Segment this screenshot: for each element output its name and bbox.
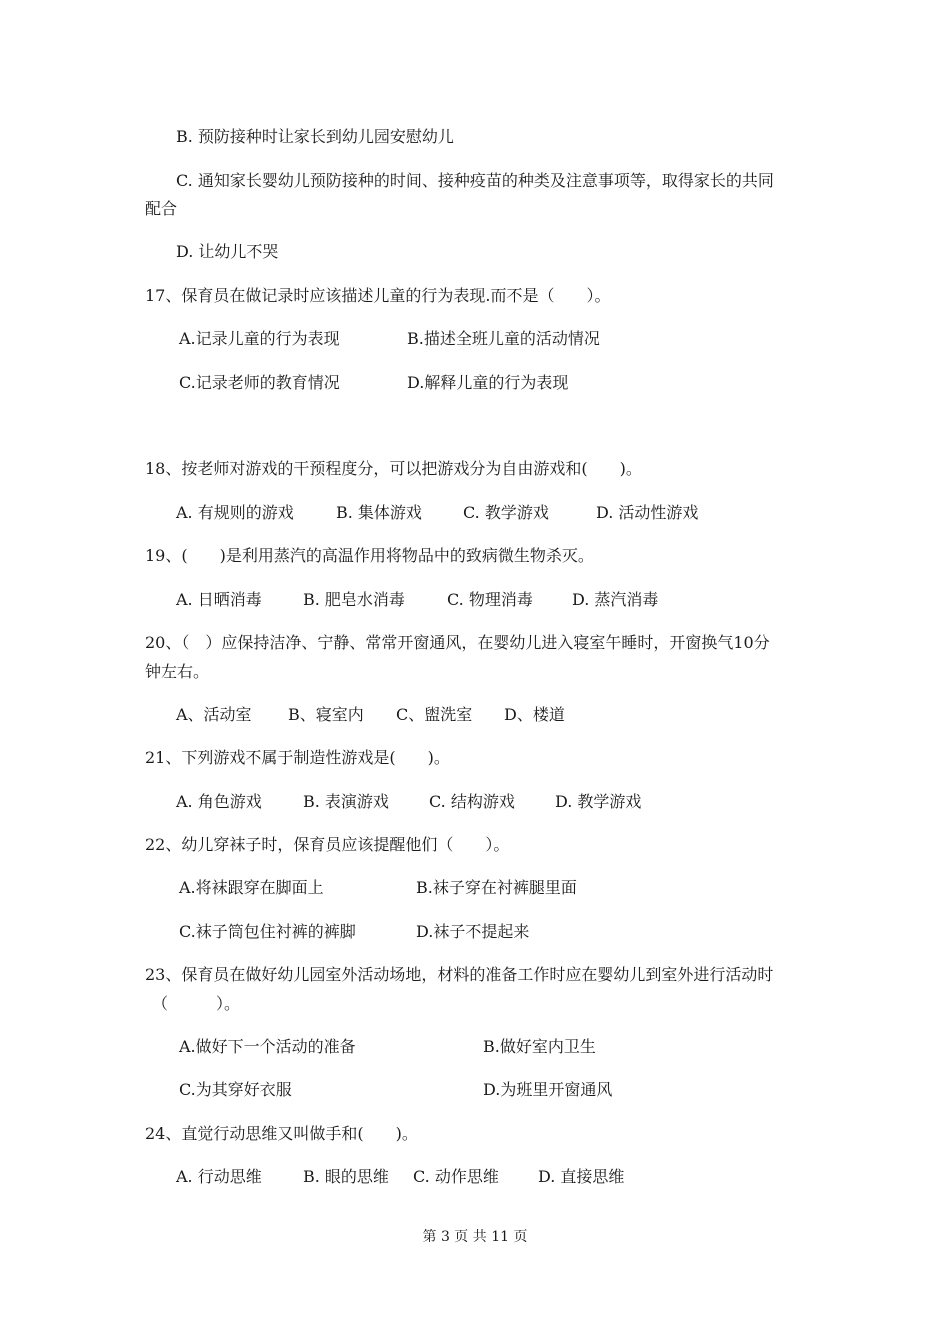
q21-option-c: C. 结构游戏 (429, 792, 515, 811)
q23-stem-line1: 23、保育员在做好幼儿园室外活动场地，材料的准备工作时应在婴幼儿到室外进行活动时 (145, 965, 774, 984)
q24-option-c: C. 动作思维 (413, 1167, 499, 1186)
q16-option-b: B. 预防接种时让家长到幼儿园安慰幼儿 (176, 127, 454, 146)
q23-option-c: C.为其穿好衣服 (179, 1080, 292, 1099)
q17-stem: 17、保育员在做记录时应该描述儿童的行为表现.而不是（ ）。 (145, 286, 611, 305)
q17-option-a: A.记录儿童的行为表现 (179, 329, 340, 348)
q22-option-a: A.将袜跟穿在脚面上 (179, 878, 324, 897)
q18-option-b: B. 集体游戏 (336, 503, 422, 522)
q16-option-c-line2: 配合 (145, 199, 178, 218)
q17-option-c: C.记录老师的教育情况 (179, 373, 340, 392)
q22-option-d: D.袜子不提起来 (416, 922, 530, 941)
q18-option-c: C. 教学游戏 (463, 503, 549, 522)
q19-option-d: D. 蒸汽消毒 (572, 590, 659, 609)
q23-option-a: A.做好下一个活动的准备 (179, 1037, 356, 1056)
q20-stem-line2: 钟左右。 (145, 662, 210, 681)
q18-option-d: D. 活动性游戏 (596, 503, 699, 522)
q24-option-b: B. 眼的思维 (303, 1167, 389, 1186)
q22-option-b: B.袜子穿在衬裤腿里面 (416, 878, 577, 897)
q18-stem: 18、按老师对游戏的干预程度分，可以把游戏分为自由游戏和( )。 (145, 459, 642, 478)
q19-option-b: B. 肥皂水消毒 (303, 590, 405, 609)
q24-stem: 24、直觉行动思维又叫做手和( )。 (145, 1124, 418, 1143)
q20-option-c: C、盥洗室 (396, 705, 473, 724)
q24-option-d: D. 直接思维 (538, 1167, 625, 1186)
q16-option-d: D. 让幼儿不哭 (176, 242, 279, 261)
q22-stem: 22、幼儿穿袜子时，保育员应该提醒他们（ ）。 (145, 835, 510, 854)
q20-option-b: B、寝室内 (288, 705, 364, 724)
q16-option-c-line1: C. 通知家长婴幼儿预防接种的时间、接种疫苗的种类及注意事项等，取得家长的共同 (176, 171, 774, 190)
q21-option-a: A. 角色游戏 (176, 792, 262, 811)
q19-option-a: A. 日晒消毒 (176, 590, 262, 609)
q24-option-a: A. 行动思维 (176, 1167, 262, 1186)
q20-option-a: A、活动室 (176, 705, 252, 724)
q19-stem: 19、( )是利用蒸汽的高温作用将物品中的致病微生物杀灭。 (145, 546, 594, 565)
q23-option-d: D.为班里开窗通风 (483, 1080, 613, 1099)
q22-option-c: C.袜子筒包住衬裤的裤脚 (179, 922, 356, 941)
page-footer: 第 3 页 共 11 页 (422, 1229, 528, 1245)
q21-stem: 21、下列游戏不属于制造性游戏是( )。 (145, 748, 450, 767)
q17-option-b: B.描述全班儿童的活动情况 (407, 329, 600, 348)
q21-option-b: B. 表演游戏 (303, 792, 389, 811)
q17-option-d: D.解释儿童的行为表现 (407, 373, 569, 392)
q20-option-d: D、楼道 (504, 705, 565, 724)
q18-option-a: A. 有规则的游戏 (176, 503, 294, 522)
q23-stem-line2: （ ）。 (152, 994, 241, 1013)
q20-stem-line1: 20、（ ）应保持洁净、宁静、常常开窗通风，在婴幼儿进入寝室午睡时，开窗换气10分 (145, 633, 770, 652)
q19-option-c: C. 物理消毒 (447, 590, 533, 609)
q23-option-b: B.做好室内卫生 (483, 1037, 596, 1056)
q21-option-d: D. 教学游戏 (555, 792, 642, 811)
